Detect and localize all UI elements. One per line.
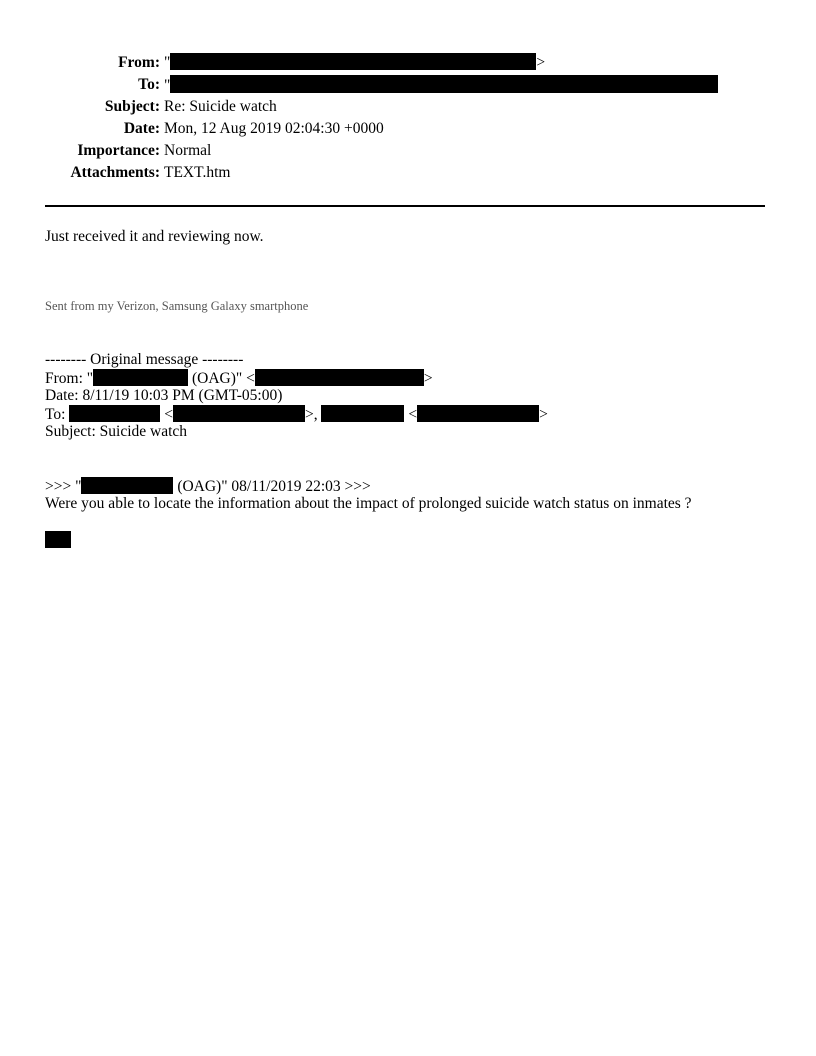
from-label: From: (118, 54, 160, 71)
subject-label: Subject: (104, 98, 160, 115)
redaction-box (417, 405, 539, 422)
redaction-box (173, 405, 305, 422)
importance-label: Importance: (77, 142, 160, 159)
email-header (0, 53, 816, 185)
header-attachments-row (0, 163, 816, 185)
redaction-box (45, 531, 71, 548)
date-value: Mon, 12 Aug 2019 02:04:30 +0000 (164, 120, 384, 137)
original-from-line (45, 369, 433, 388)
original-subject-line: Subject: Suicide watch (45, 423, 188, 440)
original-to-gt2: > (539, 406, 548, 423)
original-separator: -------- Original message -------- (45, 351, 244, 368)
header-importance-row (0, 141, 816, 163)
attachments-value: TEXT.htm (164, 164, 231, 181)
to-label: To: (138, 76, 160, 93)
header-to-row (0, 75, 816, 97)
header-from-row (0, 53, 816, 75)
date-label: Date: (123, 120, 160, 137)
quoted-prefix: >>> " (45, 478, 82, 495)
redaction-box (69, 405, 160, 422)
signature: Sent from my Verizon, Samsung Galaxy smartphone (45, 299, 309, 313)
header-subject-row (0, 97, 816, 119)
original-from-prefix: From: " (45, 370, 94, 387)
importance-value: Normal (164, 142, 212, 159)
quoted-question: Were you able to locate the information about the impact of prolonged suicide watch status on inmates ? (45, 495, 692, 512)
from-quote: " (164, 54, 171, 71)
redaction-box (93, 369, 188, 386)
redaction-box (170, 53, 536, 70)
redaction-box (321, 405, 404, 422)
redaction-box (81, 477, 173, 494)
from-value (164, 53, 545, 73)
original-to-prefix: To: (45, 406, 70, 423)
quoted-suffix: (OAG)" 08/11/2019 22:03 >>> (173, 478, 371, 495)
to-quote: " (164, 77, 171, 94)
to-value (164, 75, 718, 96)
from-close-bracket: > (536, 54, 546, 71)
header-divider (45, 205, 765, 207)
redaction-box (170, 75, 718, 93)
original-to-lt2: < (404, 406, 418, 423)
reply-text: Just received it and reviewing now. (45, 228, 264, 245)
header-date-row (0, 119, 816, 141)
original-to-gt-comma: >, (304, 406, 322, 423)
redaction-box (255, 369, 424, 386)
attachments-label: Attachments: (70, 164, 160, 181)
original-to-lt1: < (160, 406, 173, 423)
original-to-line (45, 405, 548, 424)
quoted-header-line (45, 477, 371, 496)
original-from-suffix: > (423, 370, 433, 387)
subject-value: Re: Suicide watch (164, 98, 277, 115)
original-date-line: Date: 8/11/19 10:03 PM (GMT-05:00) (45, 387, 283, 404)
original-from-mid: (OAG)" < (188, 370, 255, 387)
